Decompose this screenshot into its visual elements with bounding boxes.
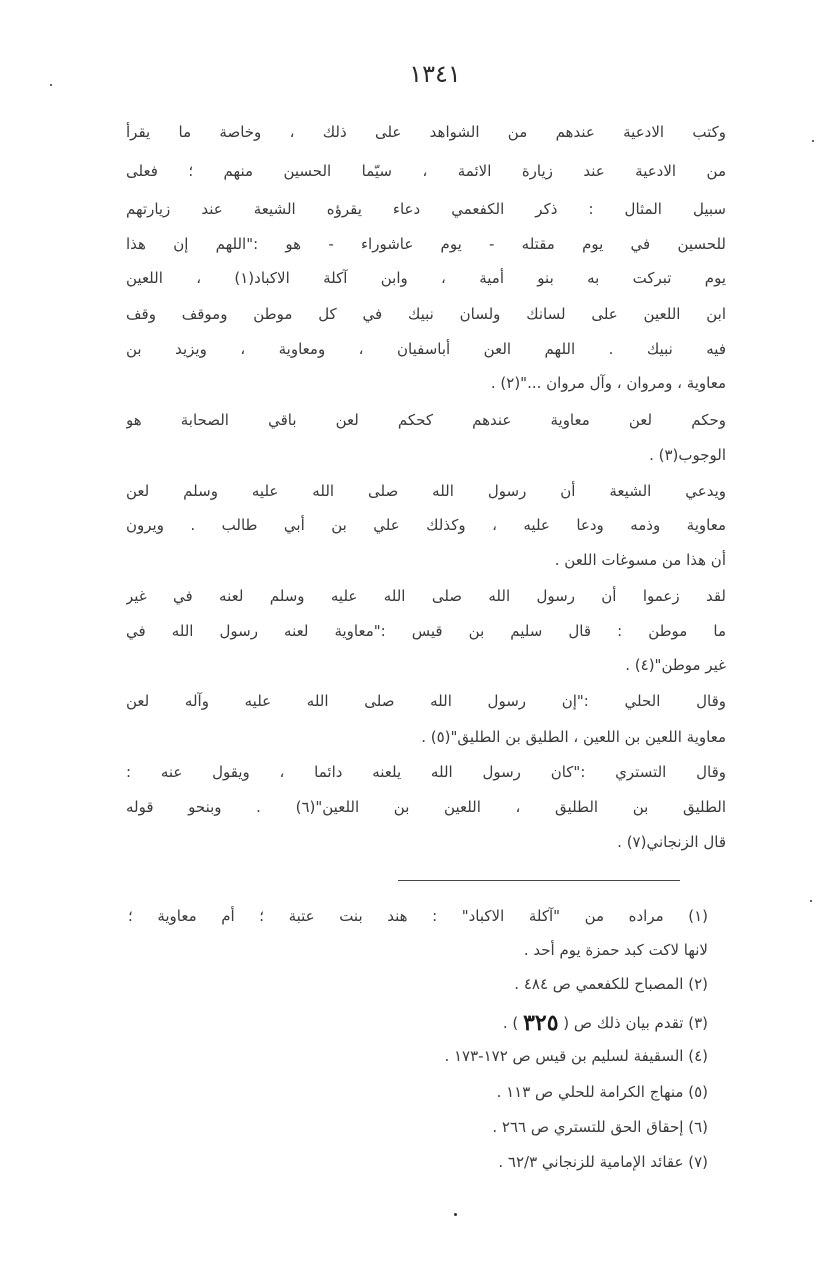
footnote-5: (٥) منهاج الكرامة للحلي ص ١١٣ . (496, 1083, 708, 1101)
footnote-1-line-2: لانها لاكت كبد حمزة يوم أحد . (523, 941, 708, 959)
body-line-20: الطليق بن الطليق ، اللعين بن اللعين"(٦) . وبنحو قوله (126, 798, 726, 816)
body-line-8: معاوية ، ومروان ، وآل مروان ..."(٢) . (490, 374, 726, 392)
page-number: ١٣٤١ (409, 60, 461, 88)
body-line-2: من الادعية عند زيارة الائمة ، سيّما الحسين منهم ؛ فعلى (126, 162, 726, 180)
body-line-14: لقد زعموا أن رسول الله صلى الله عليه وسلم لعنه في غير (126, 587, 726, 605)
body-line-7: فيه نبيك . اللهم العن أباسفيان ، ومعاوية ، ويزيد بن (126, 340, 726, 358)
body-line-12: معاوية وذمه ودعا عليه ، وكذلك علي بن أبي طالب . ويرون (126, 516, 726, 534)
scan-speck (454, 1213, 457, 1216)
footnote-2: (٢) المصباح للكفعمي ص ٤٨٤ . (514, 975, 708, 993)
footnote-3 (128, 1010, 708, 1038)
scan-speck (812, 140, 814, 142)
body-line-15: ما موطن : قال سليم بن قيس :"معاوية لعنه رسول الله في (126, 622, 726, 640)
footnote-1-line-1: (١) مراده من "آكلة الاكباد" : هند بنت عتبة ؛ أم معاوية ؛ (128, 907, 708, 925)
body-line-11: ويدعي الشيعة أن رسول الله صلى الله عليه وسلم لعن (126, 482, 726, 500)
body-line-4: للحسين في يوم مقتله - يوم عاشوراء - هو :"اللهم إن هذا (126, 235, 726, 253)
body-line-10: الوجوب(٣) . (649, 446, 726, 464)
body-line-9: وحكم لعن معاوية عندهم كحكم لعن باقي الصحابة هو (126, 411, 726, 429)
body-line-19: وقال التستري :"كان رسول الله يلعنه دائما ، ويقول عنه : (126, 763, 726, 781)
footnote-3-text: (٣) تقدم بيان ذلك ص ( (563, 1014, 708, 1032)
footnote-4: (٤) السقيفة لسليم بن قيس ص ١٧٢-١٧٣ . (444, 1047, 708, 1065)
body-line-21: قال الزنجاني(٧) . (617, 833, 726, 851)
body-line-16: غير موطن"(٤) . (625, 656, 726, 674)
body-line-1: وكتب الادعية عندهم من الشواهد على ذلك ، وخاصة ما يقرأ (126, 123, 726, 141)
body-line-3: سبيل المثال : ذكر الكفعمي دعاء يقرؤه الشيعة عند زيارتهم (126, 200, 726, 218)
scan-speck (810, 900, 812, 902)
body-line-13: أن هذا من مسوغات اللعن . (554, 551, 726, 569)
body-line-18: معاوية اللعين بن اللعين ، الطليق بن الطليق"(٥) . (421, 728, 726, 746)
footnote-separator (398, 880, 680, 881)
body-line-6: ابن اللعين على لسانك ولسان نبيك في كل موطن وموقف وقف (126, 305, 726, 323)
footnote-6: (٦) إحقاق الحق للتستري ص ٢٦٦ . (492, 1118, 708, 1136)
body-line-5: يوم تبركت به بنو أمية ، وابن آكلة الاكباد(١) ، اللعين (126, 269, 726, 287)
footnote-3-close: ) . (502, 1014, 519, 1032)
body-line-17: وقال الحلي :"إن رسول الله صلى الله عليه وآله لعن (126, 692, 726, 710)
handwritten-page-reference: ٣٢٥ (523, 1010, 559, 1036)
scan-speck (50, 84, 52, 86)
footnote-7: (٧) عقائد الإمامية للزنجاني ٦٢/٣ . (498, 1153, 708, 1171)
